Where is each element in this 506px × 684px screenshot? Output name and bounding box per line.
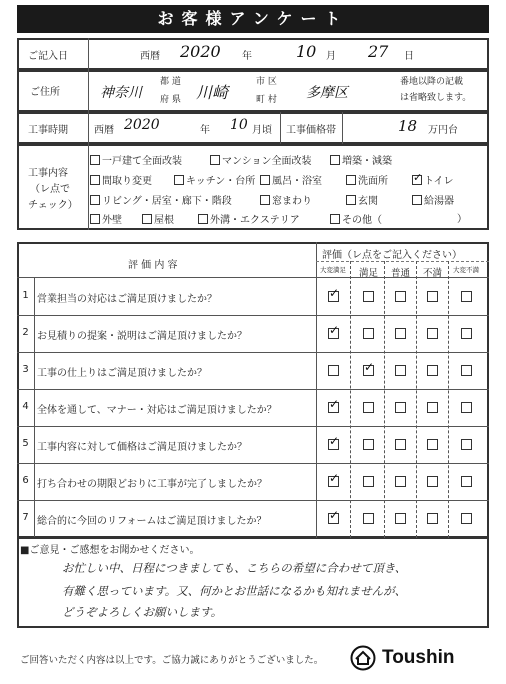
rating-checkbox-不満[interactable] [427,476,438,487]
question-number: 5 [22,438,29,449]
work-content-label-3: チェック） [28,200,78,211]
fill-date-year[interactable]: 2020 [180,42,221,61]
work-item-label: 風呂・浴室 [272,176,322,187]
question-text: 工事内容に対して価格はご満足頂けましたか？ [37,442,247,453]
work-item-label: 外壁 [102,215,122,226]
work-item-9[interactable] [260,192,312,207]
address-note-2: は省略致します。 [400,93,472,103]
question-number: 4 [22,401,29,412]
house-logo-icon [350,645,376,671]
work-content-label-1: 工事内容 [28,168,68,179]
work-item-15[interactable] [330,211,382,226]
rating-checkbox-大変不満[interactable] [461,328,472,339]
work-item-0[interactable] [90,152,182,167]
rating-scale-1: 満足 [359,268,379,279]
rating-checkbox-満足[interactable] [363,513,374,524]
work-item-label: キッチン・台所 [186,176,256,187]
work-item-checkbox[interactable] [330,155,340,165]
work-item-label: 洗面所 [358,176,388,187]
address-pref-unit-2: 府 県 [160,95,181,105]
rating-checkbox-大変満足[interactable] [328,439,339,450]
rating-checkbox-満足[interactable] [363,328,374,339]
rating-checkbox-大変満足[interactable] [328,402,339,413]
work-item-checkbox[interactable] [260,175,270,185]
work-item-label: 屋根 [154,215,174,226]
fill-date-year-unit: 年 [242,51,252,62]
work-item-2[interactable] [330,152,392,167]
work-item-checkbox[interactable] [210,155,220,165]
question-number: 2 [22,327,29,338]
work-item-checkbox[interactable] [346,175,356,185]
rating-scale-3: 不満 [423,268,443,279]
rating-checkbox-大変不満[interactable] [461,476,472,487]
fill-date-month[interactable]: 10 [296,42,317,61]
work-item-5[interactable] [260,172,322,187]
work-item-8[interactable] [90,192,232,207]
work-item-14[interactable] [198,211,300,226]
fill-date-month-unit: 月 [326,51,336,62]
comment-line-3[interactable]: どうぞよろしくお願いします。 [62,605,223,619]
evaluation-row [17,500,489,537]
rating-checkbox-普通[interactable] [395,476,406,487]
footer-thanks: ご回答いただく内容は以上です。ご協力誠にありがとうございました。 [20,655,324,666]
work-item-checkbox[interactable] [90,214,100,224]
comment-line-2[interactable]: 有難く思っています。又、何かとお世話になるかも知れませんが、 [62,584,407,598]
work-item-13[interactable] [142,211,174,226]
work-item-label: 間取り変更 [102,176,152,187]
work-item-checkbox[interactable] [260,195,270,205]
work-period-year-unit: 年 [200,125,210,136]
work-item-label: 窓まわり [272,196,312,207]
work-item-4[interactable] [174,172,255,187]
fill-date-day-unit: 日 [404,51,414,62]
rating-checkbox-不満[interactable] [427,402,438,413]
question-number: 3 [22,364,29,375]
work-content-label-2: （レ点で [30,184,70,195]
rating-checkbox-普通[interactable] [395,291,406,302]
brand-name: Toushin [382,647,455,668]
price-range-label: 工事価格帯 [286,125,336,136]
question-number: 1 [22,290,29,301]
work-other-close: ） [457,214,467,225]
work-item-checkbox[interactable] [330,214,340,224]
work-item-checkbox[interactable] [142,214,152,224]
work-item-label: 給湯器 [424,196,454,207]
address-pref-unit-1: 都 道 [160,77,181,87]
work-item-checkbox[interactable] [198,214,208,224]
address-city-unit-2: 町 村 [256,95,277,105]
work-item-checkbox[interactable] [412,175,422,185]
work-period-year[interactable]: 2020 [124,117,160,133]
evaluation-row [17,315,489,352]
rating-checkbox-普通[interactable] [395,328,406,339]
rating-scale-0: 大変満足 [320,266,346,274]
work-item-11[interactable] [412,192,454,207]
rating-checkbox-普通[interactable] [395,513,406,524]
evaluation-row [17,278,489,315]
rating-checkbox-大変満足[interactable] [328,513,339,524]
rating-checkbox-不満[interactable] [427,365,438,376]
question-text: 打ち合わせの期限どおりに工事が完了しましたか？ [37,479,267,490]
evaluation-content-header: 評 価 内 容 [128,260,178,271]
evaluation-row [17,463,489,500]
fill-date-label: ご記入日 [28,51,68,62]
rating-checkbox-普通[interactable] [395,402,406,413]
rating-checkbox-不満[interactable] [427,439,438,450]
work-period-month-unit: 月頃 [252,125,272,136]
rating-checkbox-大変不満[interactable] [461,291,472,302]
work-item-label: トイレ [424,176,454,187]
fill-date-era: 西暦 [140,51,160,62]
work-item-label: 玄関 [358,196,378,207]
rating-checkbox-大変満足[interactable] [328,328,339,339]
work-item-label: マンション全面改装 [222,156,312,167]
work-item-checkbox[interactable] [90,155,100,165]
evaluation-rating-header: 評価（レ点をご記入ください） [322,250,462,261]
question-text: 工事の仕上りはご満足頂けましたか？ [37,368,207,379]
rating-checkbox-満足[interactable] [363,439,374,450]
rating-checkbox-大変不満[interactable] [461,513,472,524]
rating-checkbox-満足[interactable] [363,291,374,302]
work-item-checkbox[interactable] [174,175,184,185]
work-item-1[interactable] [210,152,312,167]
work-item-10[interactable] [346,192,378,207]
question-number: 6 [22,475,29,486]
evaluation-row [17,389,489,426]
rating-checkbox-満足[interactable] [363,402,374,413]
question-text: 全体を通して、マナー・対応はご満足頂けましたか？ [37,405,277,416]
evaluation-row [17,426,489,463]
rating-scale-2: 普通 [391,268,411,279]
rating-checkbox-大変満足[interactable] [328,476,339,487]
rating-checkbox-大変不満[interactable] [461,365,472,376]
fill-date-day[interactable]: 27 [368,42,389,61]
work-period-month[interactable]: 10 [230,117,248,133]
rating-checkbox-不満[interactable] [427,291,438,302]
work-item-checkbox[interactable] [346,195,356,205]
work-item-checkbox[interactable] [90,175,100,185]
work-item-label: 増築・減築 [342,156,392,167]
work-item-3[interactable] [90,172,152,187]
rating-checkbox-普通[interactable] [395,439,406,450]
rating-checkbox-満足[interactable] [363,365,374,376]
work-item-label: 外溝・エクステリア [210,215,300,226]
work-item-7[interactable] [412,172,454,187]
survey-title: お客様アンケート [17,5,489,33]
rating-checkbox-大変不満[interactable] [461,439,472,450]
rating-checkbox-満足[interactable] [363,476,374,487]
rating-scale-4: 大変不満 [453,266,479,274]
address-label: ご住所 [30,87,60,98]
comments-label: ■ご意見・ご感想をお聞かせください。 [20,545,200,556]
comment-line-1[interactable]: お忙しい中、日程につきましても、こちらの希望に合わせて頂き、 [62,561,407,575]
work-period-era: 西暦 [94,125,114,136]
address-city-unit-1: 市 区 [256,77,277,87]
address-city[interactable]: 川崎 [196,83,229,102]
work-item-6[interactable] [346,172,388,187]
rating-checkbox-大変不満[interactable] [461,402,472,413]
question-text: 営業担当の対応はご満足頂けましたか？ [37,294,217,305]
address-note-1: 番地以降の記載 [400,77,464,87]
work-item-label: その他（ [342,215,382,226]
work-item-label: 一戸建て全面改装 [102,156,182,167]
work-item-checkbox[interactable] [412,195,422,205]
work-item-12[interactable] [90,211,122,226]
work-item-checkbox[interactable] [90,195,100,205]
rating-checkbox-普通[interactable] [395,365,406,376]
rating-checkbox-大変満足[interactable] [328,365,339,376]
rating-checkbox-不満[interactable] [427,513,438,524]
question-text: お見積りの提案・説明はご満足頂けましたか？ [37,331,247,342]
price-range-unit: 万円台 [428,125,458,136]
address-ward[interactable]: 多摩区 [306,85,348,101]
evaluation-row [17,352,489,389]
work-period-label: 工事時期 [28,125,68,136]
question-number: 7 [22,512,29,523]
work-item-label: リビング・居室・廊下・階段 [102,196,232,207]
question-text: 総合的に今回のリフォームはご満足頂けましたか？ [37,516,267,527]
rating-checkbox-不満[interactable] [427,328,438,339]
address-pref[interactable]: 神奈川 [100,85,142,101]
rating-checkbox-大変満足[interactable] [328,291,339,302]
toushin-logo [350,645,490,673]
price-range-value[interactable]: 18 [398,117,418,135]
